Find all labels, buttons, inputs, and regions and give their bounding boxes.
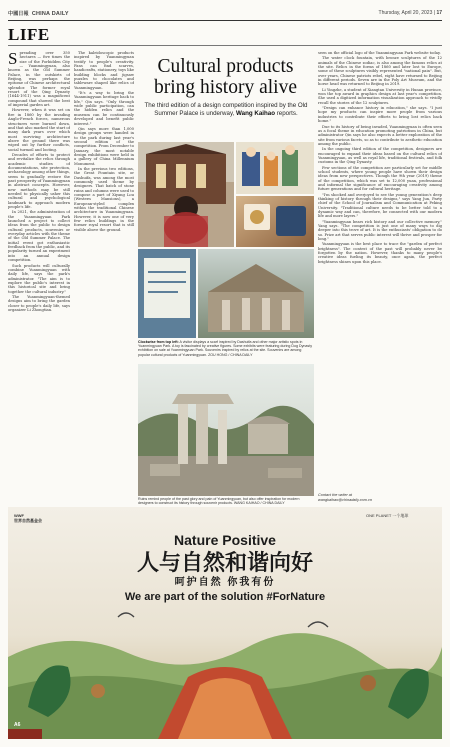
body-paragraph: Due to its history of being invaded, Yuanmingyuan is often seen as a focal theme in education promoting patriotism in China, but administrator Qin says he also expects a better exploration of the site from various facets, so as to contribute to aesthetic education among the public. <box>318 124 442 146</box>
page-number-bottom: A6 <box>14 722 21 728</box>
caption-credit: ZOU HONG / CHINA DAILY <box>208 352 253 357</box>
body-paragraph: The Yuanmingyuan-themed designs aim to bring the garden closer to people's daily life, says organizer Li Zhongtian. <box>8 294 70 312</box>
photo-collage-image <box>138 142 314 338</box>
caption-text: A visitor displays a scarf inspired by Dashuifa and other major artistic spots in Yuanmingyuan Park. A toy is fascinated by creative figures. Some exhibits were featuring during Dog Dynasty exhibition on sale at Yuanmingyuan Park. Souvenirs inspired by relics at the site. Souvenirs are among popular cultural products of Yuanmingyuan. <box>138 340 312 357</box>
body-paragraph: seen on the official logo of the Yuanmingyuan Park website today. <box>318 51 441 55</box>
wwf-name: WWF <box>14 513 24 518</box>
body-paragraph: preading over 350 hectares — five times the size of the Forbidden City — Yuanmingyuan, also known as the Old Summer Palace, in the outskirts of Beijing, was perhaps the epitome of Chinese architectural splendor. The former royal resort of the Qing Dynasty (1644-1911) was a magnificent compound that showed the best of imperial garden art. <box>8 51 70 108</box>
body-paragraph: Yuanmingyuan is the best place to trace the "garden of perfect brightness". The contest of the past will probably never be forgotten by the nation. However, thanks to many people's creative ideas fueling its beauty, once again, the perfect brightness shines upon this place. <box>318 242 442 264</box>
ad-title-en: Nature Positive <box>174 532 276 548</box>
deck <box>140 102 312 118</box>
headline: Cultural products bring history alive <box>154 56 297 98</box>
article-column-1 <box>8 51 70 502</box>
body-paragraph: Qin says more than 1,000 design groups were handed in to the park during last year's second edition of the competition. From December to January, the most notable design exhibitions were held in a gallery of China Millennium Monument. <box>74 126 134 166</box>
body-paragraph: Li Yingzhe, a student of Xiangtan University in Hunan province, won the top award in graphics design at last year's competition. She used a digitized information visualization approach to vividly recall the stories of the 12 sculptures. <box>318 87 442 105</box>
body-paragraph: "I'm shocked and overjoyed to see the young generation's deep thinking of history through their designs," says Yang Jun, Party chief of the School of Journalism and Communication at Peking University. "Traditional culture needs to be better told to a dynamic way and can, therefore, be connected with our modern life and more layers." <box>318 192 442 219</box>
byline-suffix: reports. <box>276 110 298 117</box>
wwf-name-cn: 世界自然基金会 <box>14 517 42 523</box>
issue-date: Thursday, April 20, 2023 | 17 <box>378 10 442 16</box>
writer-contact <box>318 493 442 502</box>
body-paragraph: The kaleidoscopic products inspired by Yuanmingyuan testify to people's creativity. Fans can find scarves, handicrafts, stationery, toys like building blocks and jigsaw puzzles to chocolates and tableware shaped like relics of Yuanmingyuan. <box>74 51 134 90</box>
body-paragraph: "Design can enhance history in education," she says. "I just hope my products can inspire more people from various industries to contribute their efforts to bring lost relics back home." <box>318 106 442 124</box>
deck-text: The third edition of a design competition inspired by the Old Summer Palace is underway, <box>144 102 308 117</box>
body-paragraph: "It's a way to bring the Yuanmingyuan heritage back to life," Qin says. "Only through wide public participation, can the hidden relics and the museum can be continuously developed and benefit public interest." <box>74 91 134 126</box>
section-title: LIFE <box>8 25 50 44</box>
wwf-logo <box>14 514 42 524</box>
ruins-caption <box>138 497 314 505</box>
ad-title-cn: 人与自然和谐向好 <box>136 550 313 575</box>
body-paragraph: However, when it was set on fire in 1860 by the invading Anglo-French forces, numerous structures were burned down, and that also marked the start of many dark years over which most surviving architecture above the ground there was wiped out by further conflicts, social turmoil and looting. <box>8 108 70 152</box>
body-paragraph: Few sections of the competition are particularly set for middle school students, where young people have shown their design ideas from new perspectives. Though the 9th year (2019) theme of the competition, which was set to 12,000 yuan, professional and informal the significance of encouraging creativity among future generations and for cultural heritage. <box>318 165 442 192</box>
body-paragraph: In the previous two editions, the Great Fountain site, or Dashuifa, was among the most commonly used theme by designers. That batch of stone ruins and columns were used to compose a part of Xiyang Lou (Western Mansions), a European-styled complex within the traditional Chinese architecture in Yuanmingyuan. However, it is now one of very few relics buildings in the former royal resort that is still visible above the ground. <box>74 166 134 232</box>
ruins-caption-text: Ruins remind people of the past glory and pain of Yuanmingyuan, but also offer inspiration for modern designers to construct its history through souvenir products. <box>138 497 300 506</box>
article-column-4 <box>318 51 442 491</box>
contact-email[interactable]: wangkaihao@chinadaily.com.cn <box>318 497 373 502</box>
ad-subtitle-en: We are part of the solution #ForNature <box>124 591 326 603</box>
body-paragraph: In 2021, the administration of the Yuanmingyuan Park launched a project to collect ideas from the public to design cultural products, souvenirs or everyday articles with the theme of the Old Summer Palace. The initial event got enthusiastic feedback from the public, and its popularity turned an experiment into an annual design competition. <box>8 210 70 263</box>
photo-caption <box>138 340 314 357</box>
ad-subtitle-cn: 呵护自然 你我有份 <box>174 577 276 588</box>
ad-title-block <box>8 531 442 605</box>
body-paragraph: "Yuanmingyuan bears rich history and our collective memory," Yang says. "The competition is just one of many ways to dig deeper into this trove of art. It is the enthusiasts' obligation to do so. Prize art that serves public interest will thrive and prosper for long." <box>318 219 442 242</box>
body-paragraph: Such products will culturally combine Yuanmingyuan with daily life, says the park's administrator. "The aim is to explore the public's interest in this historical site and bring together the cultural industry." <box>8 263 70 294</box>
byline: Wang Kaihao <box>236 110 275 117</box>
article-column-2 <box>74 51 134 502</box>
ruins-image <box>138 364 314 496</box>
body-paragraph: Decades of efforts to protect and revitalize the relics through academic studies of documentations, site protection, archaeology among other things, seem to gradually restore the past prosperity of Yuanmingyuan in abstract concepts. However, new methods may be still needed to physically usher this cultural and psychological landmark to approach modern people's life. <box>8 152 70 210</box>
ruins-photo <box>138 364 314 496</box>
page-number-top: 17 <box>436 10 442 16</box>
one-planet-logo: ONE PLANET 一个地球 <box>366 513 409 518</box>
body-paragraph: In the ongoing third edition of the competition, designers are encouraged to expand their ideas based on the cultural relics of Yuanmingyuan, as well as royal life, traditional festivals, and folk customs in the Qing Dynasty. <box>318 147 442 165</box>
contact-label: Contact the writer at <box>318 493 352 497</box>
caption-lead: Clockwise from top left: <box>138 340 179 344</box>
section-rule <box>8 45 442 46</box>
newspaper-logo <box>8 10 69 17</box>
logo-english: CHINA DAILY <box>31 11 69 17</box>
ruins-caption-credit: WANG KAIHAO / CHINA DAILY <box>233 501 285 506</box>
logo-chinese: 中國日報 <box>8 11 29 17</box>
masthead-rule <box>8 20 442 21</box>
body-paragraph: The water clock fountain, with bronze sculptures of the 12 animals of the Chinese zodiac, is also among the famous relics at the site. Relics in the forms of 1860 and later lost to Europe, some of these sculptures visibly represented "national pain". But, over years, Chinese patriots rebel, eight have returned to Beijing in different periods. Seven are in the Poly Art Museum, and the horse head was returned to Beijing in 2019. <box>318 56 442 87</box>
drop-cap: S <box>8 51 18 68</box>
photo-collage <box>138 142 314 338</box>
